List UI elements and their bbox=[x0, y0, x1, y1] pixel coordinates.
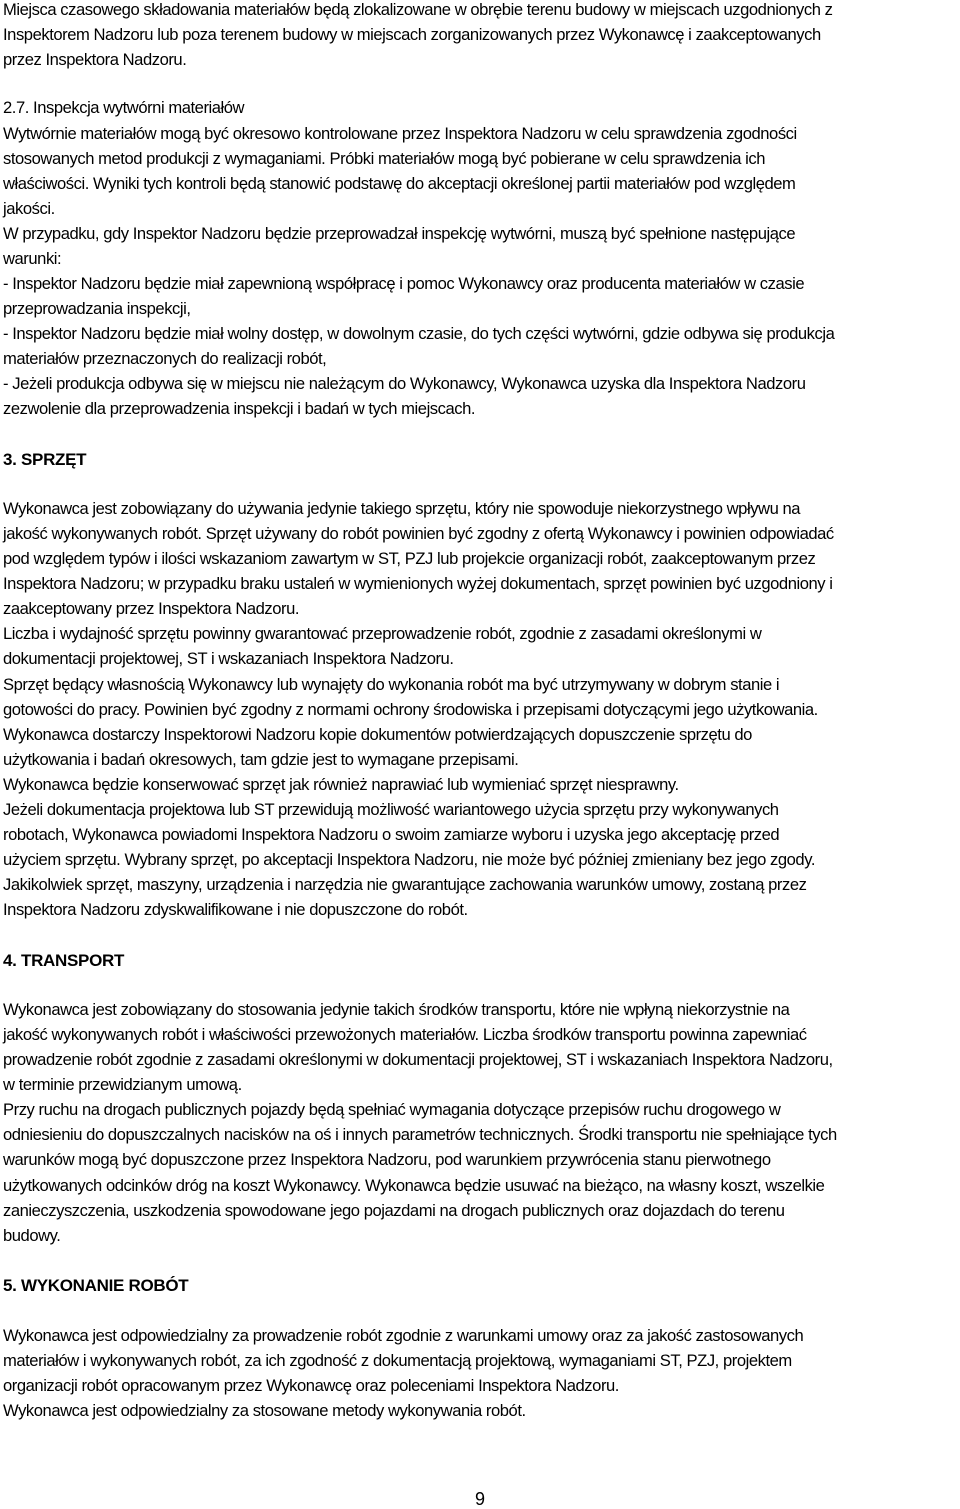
section-heading-sprzet: 3. SPRZĘT bbox=[3, 450, 87, 469]
text-line: przeprowadzania inspekcji, bbox=[3, 299, 191, 318]
text-line: zezwolenie dla przeprowadzenia inspekcji i badań w tych miejscach. bbox=[3, 399, 476, 418]
text-line: Przy ruchu na drogach publicznych pojazdy będą spełniać wymagania dotyczące przepisów ruchu drogowego w bbox=[3, 1100, 781, 1119]
text-line: Wykonawca będzie konserwować sprzęt jak również naprawiać lub wymieniać sprzęt niesprawny. bbox=[3, 775, 679, 794]
text-line: Inspektora Nadzoru; w przypadku braku ustaleń w wymienionych wyżej dokumentach, sprzęt powinien być uzgodniony i bbox=[3, 574, 833, 593]
text-line: Wykonawca dostarczy Inspektorowi Nadzoru kopie dokumentów potwierdzających dopuszczenie sprzętu do bbox=[3, 725, 752, 744]
text-line: Wykonawca jest odpowiedzialny za stosowane metody wykonywania robót. bbox=[3, 1401, 526, 1420]
text-line: warunków mogą być dopuszczone przez Inspektora Nadzoru, pod warunkiem przywrócenia stanu pierwotnego bbox=[3, 1150, 771, 1169]
text-line: zaakceptowany przez Inspektora Nadzoru. bbox=[3, 599, 300, 618]
text-line: warunki: bbox=[3, 249, 62, 268]
text-line: pod względem typów i ilości wskazaniom zawartym w ST, PZJ lub projekcie organizacji robót, zaakceptowanym przez bbox=[3, 549, 816, 568]
text-line: Liczba i wydajność sprzętu powinny gwarantować przeprowadzenie robót, zgodnie z zasadami określonymi w bbox=[3, 624, 762, 643]
text-line: w terminie przewidzianym umową. bbox=[3, 1075, 242, 1094]
text-line: robotach, Wykonawca powiadomi Inspektora Nadzoru o swoim zamiarze wyboru i uzyska jego akceptację przed bbox=[3, 825, 780, 844]
text-line: Inspektorem Nadzoru lub poza terenem budowy w miejscach zorganizowanych przez Wykonawcę i zaakceptowanych bbox=[3, 25, 821, 44]
text-line: budowy. bbox=[3, 1226, 61, 1245]
section-heading-2-7: 2.7. Inspekcja wytwórni materiałów bbox=[3, 98, 245, 117]
text-line: dokumentacji projektowej, ST i wskazaniach Inspektora Nadzoru. bbox=[3, 649, 454, 668]
text-line: Wykonawca jest odpowiedzialny za prowadzenie robót zgodnie z warunkami umowy oraz za jakość zastosowanych bbox=[3, 1326, 804, 1345]
section-heading-wykonanie-robot: 5. WYKONANIE ROBÓT bbox=[3, 1276, 189, 1295]
text-line: Jakikolwiek sprzęt, maszyny, urządzenia i narzędzia nie gwarantujące zachowania warunków umowy, zostaną przez bbox=[3, 875, 807, 894]
text-line: właściwości. Wyniki tych kontroli będą stanowić podstawę do akceptacji określonej partii materiałów pod względem bbox=[3, 174, 796, 193]
text-line: jakość wykonywanych robót i właściwości przewożonych materiałów. Liczba środków transportu powinna zapewniać bbox=[3, 1025, 807, 1044]
text-line: jakość wykonywanych robót. Sprzęt używany do robót powinien być zgodny z ofertą Wykonawcy i powinien odpowiadać bbox=[3, 524, 834, 543]
text-line: odniesieniu do dopuszczalnych nacisków na oś i innych parametrów technicznych. Środki transportu nie spełniające tych bbox=[3, 1125, 837, 1144]
section-heading-transport: 4. TRANSPORT bbox=[3, 951, 125, 970]
text-line: zanieczyszczenia, uszkodzenia spowodowane jego pojazdami na drogach publicznych oraz dojazdach do terenu bbox=[3, 1201, 785, 1220]
text-line: Sprzęt będący własnością Wykonawcy lub wynajęty do wykonania robót ma być utrzymywany w dobrym stanie i bbox=[3, 675, 780, 694]
text-line: Inspektora Nadzoru zdyskwalifikowane i nie dopuszczone do robót. bbox=[3, 900, 468, 919]
text-line: - Jeżeli produkcja odbywa się w miejscu nie należącym do Wykonawcy, Wykonawca uzyska dla Inspektora Nadzoru bbox=[3, 374, 806, 393]
text-line: Jeżeli dokumentacja projektowa lub ST przewidują możliwość wariantowego użycia sprzętu przy wykonywanych bbox=[3, 800, 779, 819]
page-number: 9 bbox=[474, 1489, 485, 1509]
text-line: W przypadku, gdy Inspektor Nadzoru będzie przeprowadzał inspekcję wytwórni, muszą być spełnione następujące bbox=[3, 224, 796, 243]
text-line: gotowości do pracy. Powinien być zgodny z normami ochrony środowiska i przepisami dotyczącymi jego użytkowania. bbox=[3, 700, 818, 719]
text-line: Miejsca czasowego składowania materiałów będą zlokalizowane w obrębie terenu budowy w miejscach uzgodnionych z bbox=[3, 0, 833, 19]
text-line: prowadzenie robót zgodnie z zasadami określonymi w dokumentacji projektowej, ST i wskazaniach Inspektora Nadzoru, bbox=[3, 1050, 833, 1069]
text-line: organizacji robót opracowanym przez Wykonawcę oraz poleceniami Inspektora Nadzoru. bbox=[3, 1376, 619, 1395]
text-line: materiałów i wykonywanych robót, za ich zgodność z dokumentacją projektową, wymaganiami ST, PZJ, projektem bbox=[3, 1351, 792, 1370]
text-line: użytkowania i badań okresowych, tam gdzie jest to wymagane przepisami. bbox=[3, 750, 519, 769]
text-line: Wytwórnie materiałów mogą być okresowo kontrolowane przez Inspektora Nadzoru w celu sprawdzenia zgodności bbox=[3, 124, 797, 143]
text-line: stosowanych metod produkcji z wymaganiami. Próbki materiałów mogą być pobierane w celu sprawdzenia ich bbox=[3, 149, 766, 168]
text-line: użytkowanych odcinków dróg na koszt Wykonawcy. Wykonawca będzie usuwać na bieżąco, na własny koszt, wszelkie bbox=[3, 1176, 825, 1195]
text-line: użyciem sprzętu. Wybrany sprzęt, po akceptacji Inspektora Nadzoru, nie może być później zmieniany bez jego zgody. bbox=[3, 850, 815, 869]
text-line: materiałów przeznaczonych do realizacji robót, bbox=[3, 349, 327, 368]
text-line: - Inspektor Nadzoru będzie miał wolny dostęp, w dowolnym czasie, do tych części wytwórni, gdzie odbywa się produkcja bbox=[3, 324, 835, 343]
text-line: przez Inspektora Nadzoru. bbox=[3, 50, 187, 69]
text-line: - Inspektor Nadzoru będzie miał zapewnioną współpracę i pomoc Wykonawcy oraz producenta materiałów w czasie bbox=[3, 274, 805, 293]
text-line: Wykonawca jest zobowiązany do stosowania jedynie takich środków transportu, które nie wpłyną niekorzystnie na bbox=[3, 1000, 790, 1019]
text-line: jakości. bbox=[3, 199, 55, 218]
text-line: Wykonawca jest zobowiązany do używania jedynie takiego sprzętu, który nie spowoduje niekorzystnego wpływu na bbox=[3, 499, 801, 518]
